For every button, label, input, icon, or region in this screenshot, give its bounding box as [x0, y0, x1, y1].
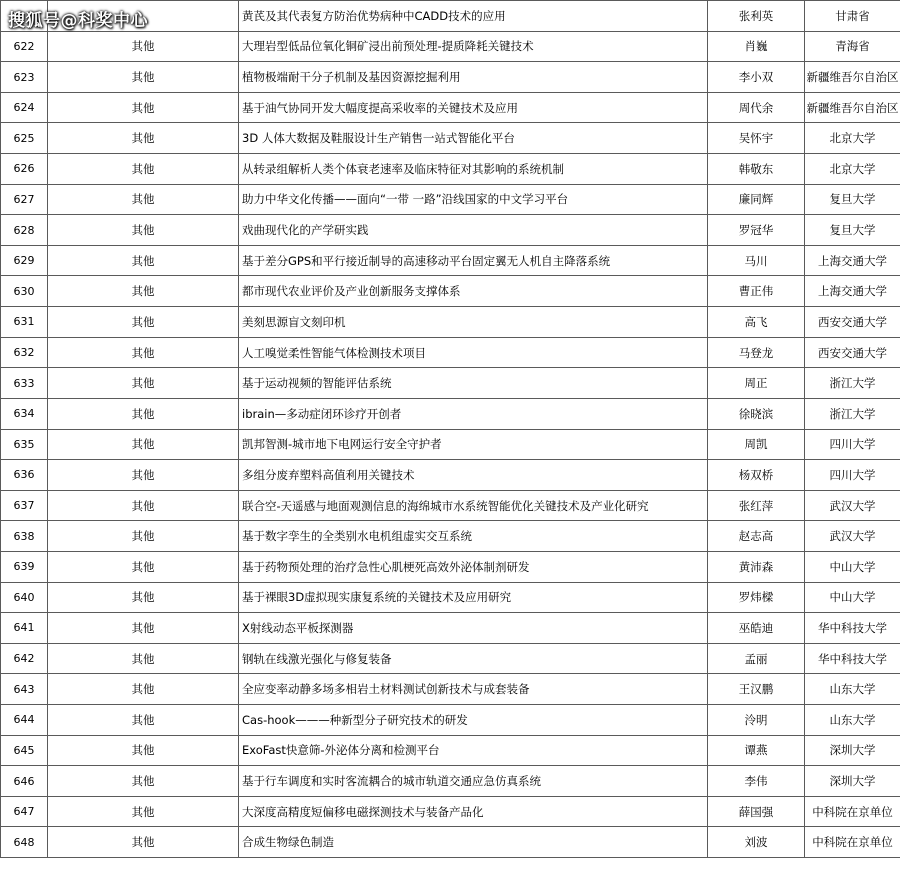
table-row: [1, 62, 900, 93]
table-row: [1, 582, 900, 613]
organization-cell: 甘肃省: [805, 1, 900, 32]
table-row: [1, 215, 900, 246]
table-row: [1, 735, 900, 766]
person-cell: 王汉鹏: [708, 674, 805, 705]
project-title-cell: 都市现代农业评价及产业创新服务支撑体系: [239, 276, 708, 307]
organization-cell: 山东大学: [805, 705, 900, 736]
category-cell: 其他: [48, 460, 239, 491]
project-title-cell: ibrain—多动症闭环诊疗开创者: [239, 398, 708, 429]
organization-cell: 浙江大学: [805, 368, 900, 399]
organization-cell: 上海交通大学: [805, 245, 900, 276]
category-cell: 其他: [48, 398, 239, 429]
person-cell: 廉同辉: [708, 184, 805, 215]
project-title-cell: 合成生物绿色制造: [239, 827, 708, 858]
table-row: [1, 337, 900, 368]
category-cell: 其他: [48, 735, 239, 766]
organization-cell: 中山大学: [805, 551, 900, 582]
project-title-cell: 从转录组解析人类个体衰老速率及临床特征对其影响的系统机制: [239, 154, 708, 185]
watermark: 搜狐号@科奖中心: [8, 11, 148, 31]
category-cell: 其他: [48, 276, 239, 307]
table-row: [1, 551, 900, 582]
person-cell: 罗炜樑: [708, 582, 805, 613]
organization-cell: 新疆维吾尔自治区: [805, 62, 900, 93]
person-cell: 谭燕: [708, 735, 805, 766]
table-row: [1, 276, 900, 307]
row-number-cell: 625: [1, 123, 48, 154]
project-title-cell: 人工嗅觉柔性智能气体检测技术项目: [239, 337, 708, 368]
table-row: [1, 827, 900, 858]
table-row: [1, 490, 900, 521]
project-title-cell: 植物极端耐干分子机制及基因资源挖掘利用: [239, 62, 708, 93]
category-cell: 其他: [48, 337, 239, 368]
category-cell: 其他: [48, 521, 239, 552]
person-cell: 曹正伟: [708, 276, 805, 307]
table-row: [1, 460, 900, 491]
person-cell: 赵志高: [708, 521, 805, 552]
category-cell: 其他: [48, 582, 239, 613]
project-title-cell: 大理岩型低品位氧化铜矿浸出前预处理-提质降耗关键技术: [239, 31, 708, 62]
table-row: [1, 766, 900, 797]
row-number-cell: 624: [1, 92, 48, 123]
table-row: [1, 307, 900, 338]
project-title-cell: 全应变率动静多场多相岩土材料测试创新技术与成套装备: [239, 674, 708, 705]
row-number-cell: 623: [1, 62, 48, 93]
table-row: [1, 123, 900, 154]
organization-cell: 中科院在京单位: [805, 827, 900, 858]
person-cell: 张利英: [708, 1, 805, 32]
project-title-cell: 助力中华文化传播——面向“一带 一路”沿线国家的中文学习平台: [239, 184, 708, 215]
table-row: [1, 521, 900, 552]
person-cell: 马川: [708, 245, 805, 276]
category-cell: 其他: [48, 643, 239, 674]
organization-cell: 山东大学: [805, 674, 900, 705]
row-number-cell: 626: [1, 154, 48, 185]
category-cell: 其他: [48, 429, 239, 460]
person-cell: 李伟: [708, 766, 805, 797]
person-cell: 周代余: [708, 92, 805, 123]
table-row: [1, 368, 900, 399]
person-cell: 薛国强: [708, 796, 805, 827]
person-cell: 泠明: [708, 705, 805, 736]
table-row: [1, 31, 900, 62]
category-cell: 其他: [48, 613, 239, 644]
table-row: [1, 613, 900, 644]
organization-cell: 中科院在京单位: [805, 796, 900, 827]
person-cell: 周正: [708, 368, 805, 399]
category-cell: 其他: [48, 62, 239, 93]
category-cell: 其他: [48, 123, 239, 154]
category-cell: 其他: [48, 92, 239, 123]
row-number-cell: 630: [1, 276, 48, 307]
category-cell: 其他: [48, 184, 239, 215]
organization-cell: 复旦大学: [805, 215, 900, 246]
table-row: [1, 92, 900, 123]
project-title-cell: X射线动态平板探测器: [239, 613, 708, 644]
row-number-cell: 643: [1, 674, 48, 705]
row-number-cell: 642: [1, 643, 48, 674]
row-number-cell: 622: [1, 31, 48, 62]
project-title-cell: 基于行车调度和实时客流耦合的城市轨道交通应急仿真系统: [239, 766, 708, 797]
category-cell: 其他: [48, 31, 239, 62]
project-title-cell: 基于裸眼3D虚拟现实康复系统的关键技术及应用研究: [239, 582, 708, 613]
category-cell: 其他: [48, 796, 239, 827]
project-title-cell: 基于油气协同开发大幅度提高采收率的关键技术及应用: [239, 92, 708, 123]
table-row: [1, 705, 900, 736]
row-number-cell: 639: [1, 551, 48, 582]
project-title-cell: 凯邦智测-城市地下电网运行安全守护者: [239, 429, 708, 460]
row-number-cell: 638: [1, 521, 48, 552]
table-row: [1, 643, 900, 674]
project-title-cell: 3D 人体大数据及鞋服设计生产销售一站式智能化平台: [239, 123, 708, 154]
organization-cell: 西安交通大学: [805, 337, 900, 368]
table-row: [1, 796, 900, 827]
project-title-cell: 联合空-天遥感与地面观测信息的海绵城市水系统智能优化关键技术及产业化研究: [239, 490, 708, 521]
project-title-cell: 美刻思源盲文刻印机: [239, 307, 708, 338]
row-number-cell: 637: [1, 490, 48, 521]
category-cell: 其他: [48, 674, 239, 705]
table-row: [1, 245, 900, 276]
person-cell: 张红萍: [708, 490, 805, 521]
table-row: [1, 429, 900, 460]
person-cell: 罗冠华: [708, 215, 805, 246]
person-cell: 刘波: [708, 827, 805, 858]
person-cell: 马登龙: [708, 337, 805, 368]
category-cell: 其他: [48, 766, 239, 797]
project-title-cell: ExoFast快意筛-外泌体分离和检测平台: [239, 735, 708, 766]
table-row: [1, 1, 900, 32]
organization-cell: 北京大学: [805, 123, 900, 154]
row-number-cell: 629: [1, 245, 48, 276]
row-number-cell: 632: [1, 337, 48, 368]
category-cell: 其他: [48, 307, 239, 338]
project-title-cell: 多组分废弃塑料高值利用关键技术: [239, 460, 708, 491]
table-row: [1, 674, 900, 705]
project-title-cell: 钢轨在线激光强化与修复装备: [239, 643, 708, 674]
person-cell: 周凯: [708, 429, 805, 460]
person-cell: 黄沛森: [708, 551, 805, 582]
category-cell: 其他: [48, 154, 239, 185]
organization-cell: 青海省: [805, 31, 900, 62]
category-cell: 其他: [48, 551, 239, 582]
row-number-cell: 646: [1, 766, 48, 797]
person-cell: 高飞: [708, 307, 805, 338]
person-cell: 李小双: [708, 62, 805, 93]
organization-cell: 四川大学: [805, 429, 900, 460]
project-title-cell: 基于差分GPS和平行接近制导的高速移动平台固定翼无人机自主降落系统: [239, 245, 708, 276]
project-title-cell: 戏曲现代化的产学研实践: [239, 215, 708, 246]
organization-cell: 武汉大学: [805, 490, 900, 521]
organization-cell: 北京大学: [805, 154, 900, 185]
row-number-cell: 648: [1, 827, 48, 858]
category-cell: 其他: [48, 368, 239, 399]
row-number-cell: 628: [1, 215, 48, 246]
organization-cell: 深圳大学: [805, 766, 900, 797]
table-row: [1, 398, 900, 429]
row-number-cell: 636: [1, 460, 48, 491]
organization-cell: 浙江大学: [805, 398, 900, 429]
person-cell: 杨双桥: [708, 460, 805, 491]
project-title-cell: 基于运动视频的智能评估系统: [239, 368, 708, 399]
project-title-cell: 大深度高精度短偏移电磁探测技术与装备产品化: [239, 796, 708, 827]
project-title-cell: Cas-hook———种新型分子研究技术的研发: [239, 705, 708, 736]
organization-cell: 西安交通大学: [805, 307, 900, 338]
project-table-body: [1, 1, 900, 858]
organization-cell: 新疆维吾尔自治区: [805, 92, 900, 123]
organization-cell: 上海交通大学: [805, 276, 900, 307]
category-cell: 其他: [48, 490, 239, 521]
row-number-cell: 634: [1, 398, 48, 429]
row-number-cell: [1, 1, 48, 32]
organization-cell: 华中科技大学: [805, 613, 900, 644]
table-row: [1, 154, 900, 185]
category-cell: [48, 1, 239, 32]
table-row: [1, 184, 900, 215]
category-cell: 其他: [48, 245, 239, 276]
row-number-cell: 641: [1, 613, 48, 644]
organization-cell: 中山大学: [805, 582, 900, 613]
project-title-cell: 黄芪及其代表复方防治优势病种中CADD技术的应用: [239, 1, 708, 32]
row-number-cell: 640: [1, 582, 48, 613]
organization-cell: 四川大学: [805, 460, 900, 491]
person-cell: 巫皓迪: [708, 613, 805, 644]
organization-cell: 深圳大学: [805, 735, 900, 766]
organization-cell: 武汉大学: [805, 521, 900, 552]
person-cell: 肖巍: [708, 31, 805, 62]
project-title-cell: 基于药物预处理的治疗急性心肌梗死高效外泌体制剂研发: [239, 551, 708, 582]
category-cell: 其他: [48, 705, 239, 736]
row-number-cell: 635: [1, 429, 48, 460]
row-number-cell: 644: [1, 705, 48, 736]
row-number-cell: 633: [1, 368, 48, 399]
organization-cell: 华中科技大学: [805, 643, 900, 674]
person-cell: 孟丽: [708, 643, 805, 674]
person-cell: 吴怀宇: [708, 123, 805, 154]
category-cell: 其他: [48, 827, 239, 858]
row-number-cell: 647: [1, 796, 48, 827]
row-number-cell: 627: [1, 184, 48, 215]
row-number-cell: 631: [1, 307, 48, 338]
category-cell: 其他: [48, 215, 239, 246]
person-cell: 徐晓滨: [708, 398, 805, 429]
person-cell: 韩敬东: [708, 154, 805, 185]
project-title-cell: 基于数字孪生的全类别水电机组虚实交互系统: [239, 521, 708, 552]
organization-cell: 复旦大学: [805, 184, 900, 215]
row-number-cell: 645: [1, 735, 48, 766]
